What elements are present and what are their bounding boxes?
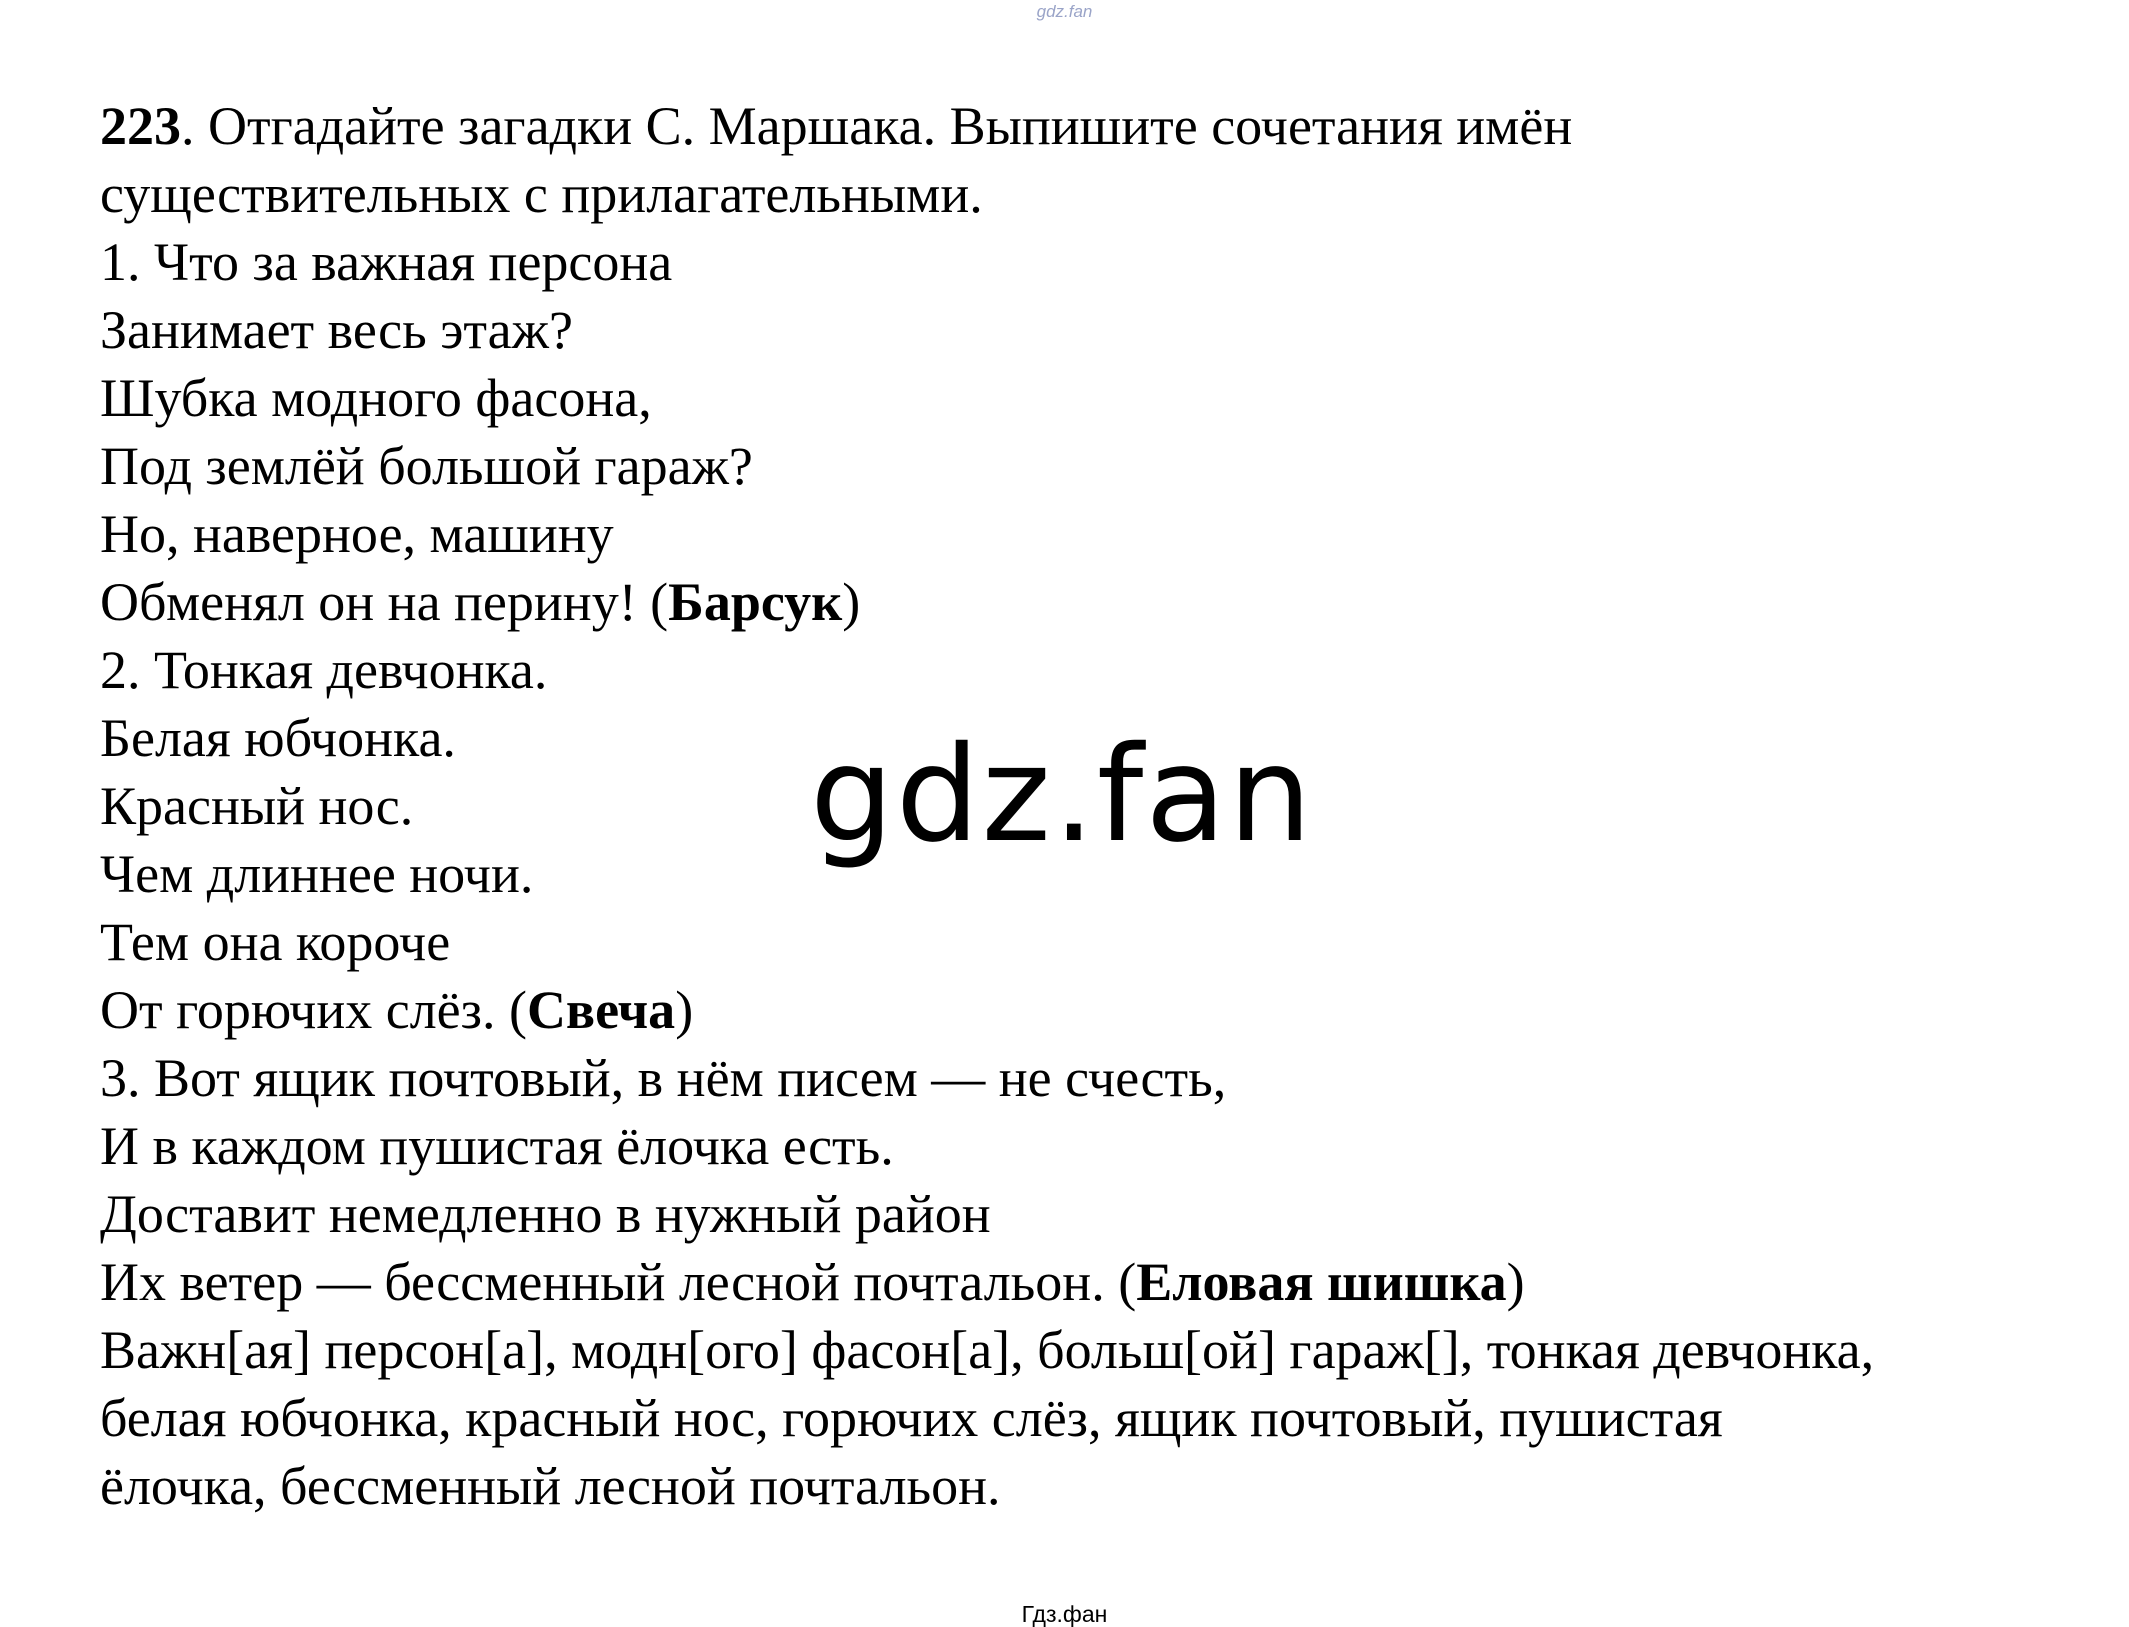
riddle-2-answer: Свеча <box>526 980 676 1040</box>
riddle-3-answer: Еловая шишка <box>1136 1252 1507 1312</box>
instruction-line-2: существительных с прилагательными. <box>100 164 983 224</box>
answer-line-3: ёлочка, бессменный лесной почтальон. <box>100 1456 1001 1516</box>
riddle-3-last-line <box>100 1248 2090 1316</box>
answer-line-1: Важн[ая] персон[а], модн[ого] фасон[а], больш[ой] гараж[], тонкая девчонка, <box>100 1320 1875 1380</box>
riddle-1-answer: Барсук <box>668 572 843 632</box>
riddle-3-last-text: Их ветер — бессменный лесной почтальон. ( <box>100 1252 1137 1312</box>
riddle-1-line-4: Под землёй большой гараж? <box>100 436 753 496</box>
riddle-2-line-2: Белая юбчонка. <box>100 708 456 768</box>
riddle-2-last-text: От горючих слёз. ( <box>100 980 527 1040</box>
riddle-2-line-5: Тем она короче <box>100 912 451 972</box>
riddle-1-line-1: 1. Что за важная персона <box>100 232 673 292</box>
riddle-1-line-5: Но, наверное, машину <box>100 504 614 564</box>
riddle-1-last-text: Обменял он на перину! ( <box>100 572 669 632</box>
exercise-number: 223 <box>100 96 181 156</box>
riddle-2-last-line <box>100 976 2090 1044</box>
answer-line-2: белая юбчонка, красный нос, горючих слёз, ящик почтовый, пушистая <box>100 1388 1723 1448</box>
riddle-2-close: ) <box>675 980 694 1040</box>
riddle-1-close: ) <box>842 572 861 632</box>
riddle-3-close: ) <box>1506 1252 1525 1312</box>
top-watermark: gdz.fan <box>1036 2 1093 21</box>
riddle-2-line-1: 2. Тонкая девчонка. <box>100 640 548 700</box>
instruction-line-1: . Отгадайте загадки С. Маршака. Выпишите сочетания имён <box>181 96 1573 156</box>
riddle-1-line-3: Шубка модного фасона, <box>100 368 652 428</box>
riddle-2-line-3: Красный нос. <box>100 776 414 836</box>
exercise-heading <box>100 92 2090 160</box>
riddle-3-line-2: И в каждом пушистая ёлочка есть. <box>100 1116 894 1176</box>
riddle-1-last-line <box>100 568 2090 636</box>
center-watermark: gdz.fan <box>810 718 1314 872</box>
footer-caption: Гдз.фан <box>1021 1601 1108 1627</box>
riddle-3-line-1: 3. Вот ящик почтовый, в нём писем — не счесть, <box>100 1048 1227 1108</box>
riddle-2-line-4: Чем длиннее ночи. <box>100 844 534 904</box>
riddle-1-line-2: Занимает весь этаж? <box>100 300 573 360</box>
riddle-3-line-3: Доставит немедленно в нужный район <box>100 1184 991 1244</box>
